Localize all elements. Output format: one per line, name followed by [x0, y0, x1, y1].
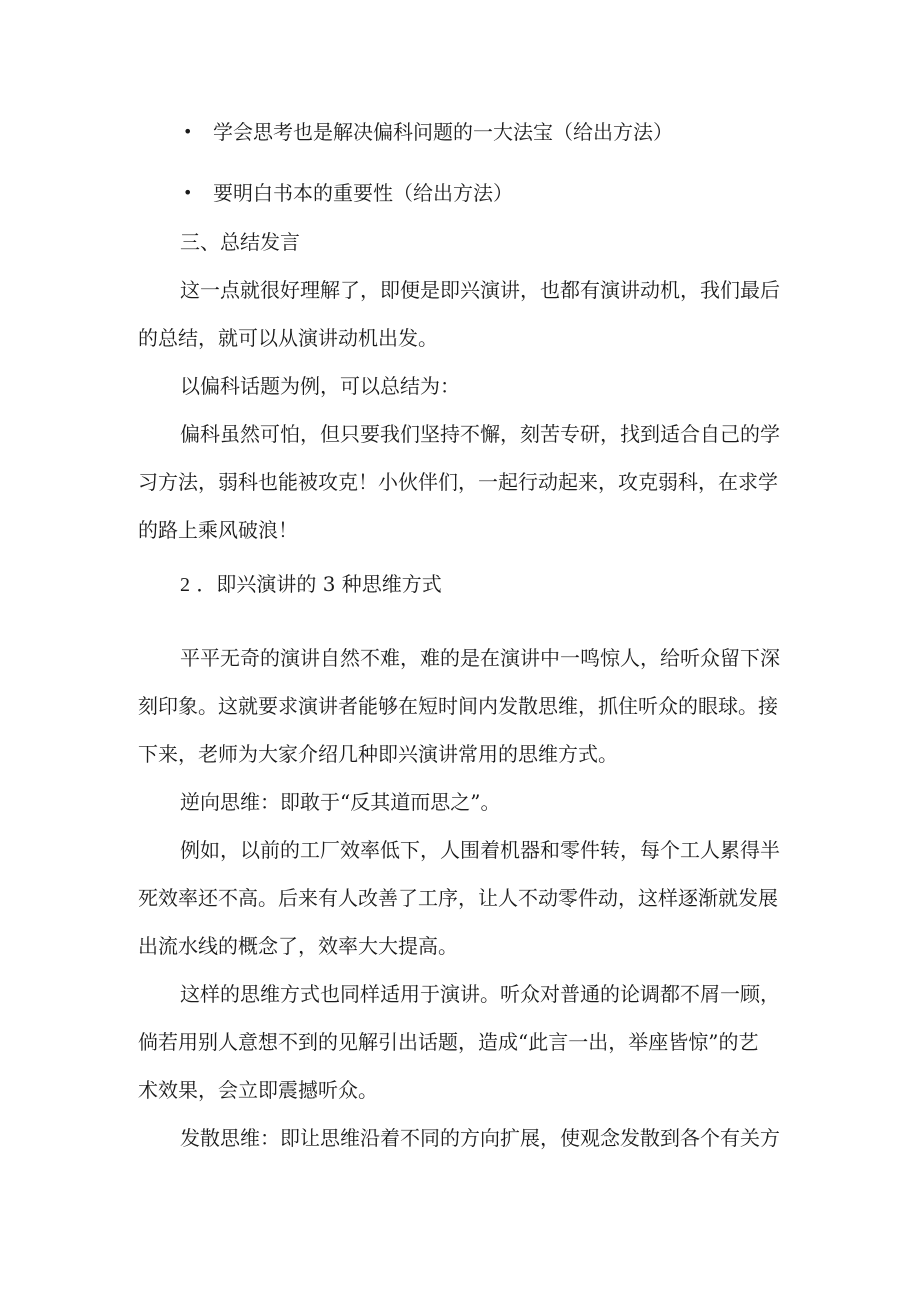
paragraph-line: 下来，老师为大家介绍几种即兴演讲常用的思维方式。 [138, 742, 618, 766]
paragraph-line: 以偏科话题为例，可以总结为： [180, 374, 460, 398]
paragraph-line: 出流水线的概念了，效率大大提高。 [138, 934, 458, 958]
paragraph-line: 偏科虽然可怕，但只要我们坚持不懈，刻苦专研，找到适合自己的学 [180, 422, 780, 446]
paragraph-line: 逆向思维：即敢于“反其道而思之”。 [180, 790, 501, 814]
bullet-item-books: 要明白书本的重要性（给出方法） [213, 181, 513, 205]
paragraph-line: 的路上乘风破浪！ [138, 518, 298, 542]
paragraph-line: 的总结，就可以从演讲动机出发。 [138, 326, 438, 350]
section-heading: 三、总结发言 [180, 230, 300, 254]
paragraph-line: 例如，以前的工厂效率低下，人围着机器和零件转，每个工人累得半 [180, 838, 780, 862]
paragraph-line: 倘若用别人意想不到的见解引出话题，造成“此言一出，举座皆惊”的艺 [138, 1030, 759, 1054]
heading-number: 2 [180, 574, 190, 596]
paragraph-line: 发散思维：即让思维沿着不同的方向扩展，使观念发散到各个有关方 [180, 1126, 780, 1150]
paragraph-line: 习方法，弱科也能被攻克！小伙伴们，一起行动起来，攻克弱科，在求学 [138, 470, 778, 494]
bullet-marker: • [183, 183, 193, 202]
heading-text: ．即兴演讲的 3 种思维方式 [196, 572, 442, 596]
paragraph-line: 这样的思维方式也同样适用于演讲。听众对普通的论调都不屑一顾， [180, 982, 780, 1006]
paragraph-line: 术效果，会立即震撼听众。 [138, 1078, 378, 1102]
bullet-marker: • [183, 122, 193, 141]
paragraph-line: 死效率还不高。后来有人改善了工序，让人不动零件动，这样逐渐就发展 [138, 886, 778, 910]
paragraph-line: 平平无奇的演讲自然不难，难的是在演讲中一鸣惊人，给听众留下深 [180, 646, 780, 670]
paragraph-line: 刻印象。这就要求演讲者能够在短时间内发散思维，抓住听众的眼球。接 [138, 694, 778, 718]
numbered-heading [180, 570, 442, 599]
paragraph-line: 这一点就很好理解了，即便是即兴演讲，也都有演讲动机，我们最后 [180, 278, 780, 302]
bullet-item-think: 学会思考也是解决偏科问题的一大法宝（给出方法） [213, 120, 673, 144]
